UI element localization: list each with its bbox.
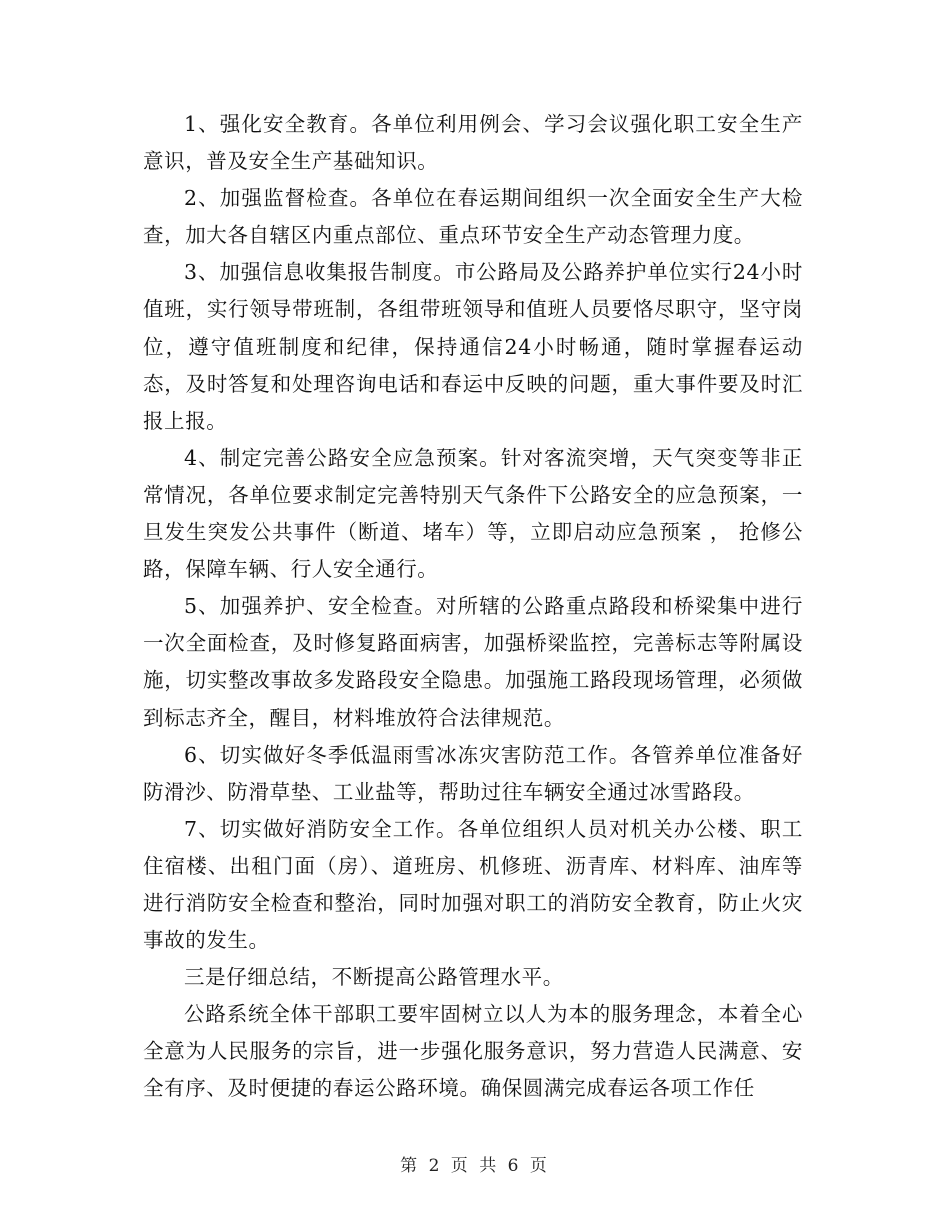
paragraph-1: 1、强化安全教育。各单位利用例会、学习会议强化职工安全生产意识，普及安全生产基础知识。	[143, 112, 803, 174]
section-heading: 三是仔细总结，不断提高公路管理水平。	[184, 965, 564, 990]
paragraph-6: 6、切实做好冬季低温雨雪冰冻灾害防范工作。各管养单位准备好防滑沙、防滑草垫、工业盐等，帮助过往车辆安全通过冰雪路段。	[143, 742, 803, 804]
document-body	[143, 106, 803, 1108]
paragraph-7: 7、切实做好消防安全工作。各单位组织人员对机关办公楼、职工住宿楼、出租门面（房）、道班房、机修班、沥青库、材料库、油库等进行消防安全检查和整治，同时加强对职工的消防安全教育，防止火灾事故的发生。	[143, 816, 803, 953]
paragraph-closing: 公路系统全体干部职工要牢固树立以人为本的服务理念，本着全心全意为人民服务的宗旨，进一步强化服务意识，努力营造人民满意、安全有序、及时便捷的春运公路环境。确保圆满完成春运各项工作任	[143, 1002, 803, 1101]
paragraph-5: 5、加强养护、安全检查。对所辖的公路重点路段和桥梁集中进行一次全面检查，及时修复路面病害，加强桥梁监控，完善标志等附属设施，切实整改事故多发路段安全隐患。加强施工路段现场管理，必须做到标志齐全，醒目，材料堆放符合法律规范。	[143, 594, 803, 730]
paragraph-4: 4、制定完善公路安全应急预案。针对客流突增，天气突变等非正常情况，各单位要求制定完善特别天气条件下公路安全的应急预案，一旦发生突发公共事件（断道、堵车）等，立即启动应急预案 ， 抢修公路，保障车辆、行人安全通行。	[143, 445, 803, 582]
paragraph-3: 3、加强信息收集报告制度。市公路局及公路养护单位实行24小时值班，实行领导带班制，各组带班领导和值班人员要恪尽职守，坚守岗位，遵守值班制度和纪律，保持通信24小时畅通，随时掌握春运动态，及时答复和处理咨询电话和春运中反映的问题，重大事件要及时汇报上报。	[143, 260, 803, 433]
paragraph-2: 2、加强监督检查。各单位在春运期间组织一次全面安全生产大检查，加大各自辖区内重点部位、重点环节安全生产动态管理力度。	[143, 186, 803, 248]
page-footer: 第 2 页 共 6 页	[400, 1156, 550, 1176]
